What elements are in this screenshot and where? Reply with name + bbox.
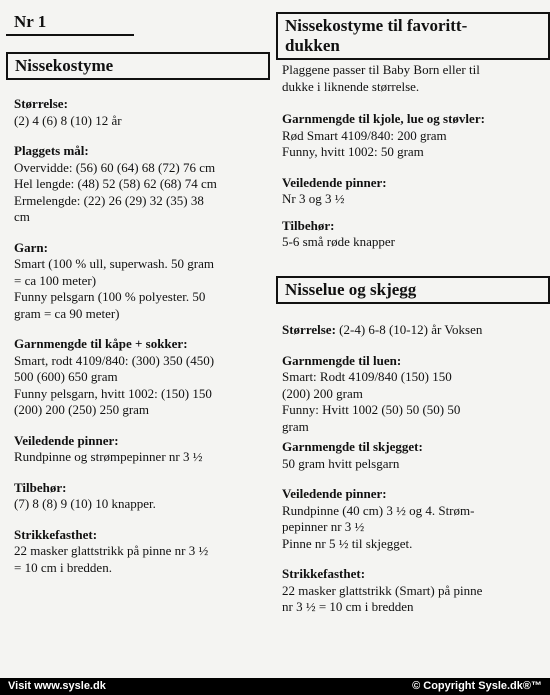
amount-line: Funny pelsgarn, hvitt 1002: (150) 150 xyxy=(14,385,212,401)
hat-amount-heading: Garnmengde til luen: xyxy=(282,352,402,368)
doll-costume-title-line: Nissekostyme til favoritt- xyxy=(285,16,468,35)
amount-line: (200) 200 (250) 250 gram xyxy=(14,402,150,417)
yarn-heading: Garn: xyxy=(14,239,48,255)
footer-copyright: © Copyright Sysle.dk®™ xyxy=(412,680,542,692)
size-heading: Størrelse: xyxy=(14,96,68,111)
beard-amount-heading: Garnmengde til skjegget: xyxy=(282,439,423,454)
intro-line: dukke i liknende størrelse. xyxy=(282,78,420,94)
yarn-line: = ca 100 meter) xyxy=(14,272,97,288)
measure-line: Overvidde: (56) 60 (64) 68 (72) 76 cm xyxy=(14,159,216,175)
doll-needles-text: Nr 3 og 3 ½ xyxy=(282,191,345,206)
needles-heading: Veiledende pinner: xyxy=(14,432,119,448)
hat-size-text: (2-4) 6-8 (10-12) år Voksen xyxy=(335,322,483,337)
accessories-text: (7) 8 (8) 9 (10) 10 knapper. xyxy=(14,496,156,511)
yarn-line: gram = ca 90 meter) xyxy=(14,305,120,321)
amount-heading: Garnmengde til kåpe + sokker: xyxy=(14,336,188,351)
doll-amount-heading: Garnmengde til kjole, lue og støvler: xyxy=(282,111,485,126)
amount-line: 500 (600) 650 gram xyxy=(14,369,118,384)
hat-beard-title: Nisselue og skjegg xyxy=(276,276,550,304)
hat-amount-line: Smart: Rodt 4109/840 (150) 150 xyxy=(282,369,452,384)
doll-needles-heading: Veiledende pinner: xyxy=(282,174,387,190)
needles-text: Rundpinne og strømpepinner nr 3 ½ xyxy=(14,449,203,464)
hat-gauge-line: nr 3 ½ = 10 cm i bredden xyxy=(282,599,414,614)
beard-amount-text: 50 gram hvitt pelsgarn xyxy=(282,455,400,471)
hat-size xyxy=(268,322,550,339)
hat-needles-line: pepinner nr 3 ½ xyxy=(282,519,365,534)
amount-line: Smart, rodt 4109/840: (300) 350 (450) xyxy=(14,352,215,368)
hat-gauge-line: 22 masker glattstrikk (Smart) på pinne xyxy=(282,582,483,598)
measure-heading: Plaggets mål: xyxy=(14,143,89,158)
hat-amount-line: Funny: Hvitt 1002 (50) 50 (50) 50 xyxy=(282,402,461,417)
hat-amount-line: (200) 200 gram xyxy=(282,385,363,401)
yarn-line: Smart (100 % ull, superwash. 50 gram xyxy=(14,256,215,271)
doll-accessories-heading: Tilbehør: xyxy=(282,217,335,233)
section-title: Nissekostyme xyxy=(6,52,270,80)
gauge-line: 22 masker glattstrikk på pinne nr 3 ½ xyxy=(14,543,209,558)
measure-line: cm xyxy=(14,209,30,224)
hat-gauge-heading: Strikkefasthet: xyxy=(282,566,366,581)
footer-visit-link[interactable]: Visit www.sysle.dk xyxy=(8,680,106,692)
measure-line: Ermelengde: (22) 26 (29) 32 (35) 38 xyxy=(14,192,204,208)
pattern-number: Nr 1 xyxy=(6,10,134,36)
gauge-line: = 10 cm i bredden. xyxy=(14,559,112,575)
doll-costume-title-line: dukken xyxy=(285,36,340,55)
doll-amount-line: Funny, hvitt 1002: 50 gram xyxy=(282,144,424,159)
hat-needles-line: Rundpinne (40 cm) 3 ½ og 4. Strøm- xyxy=(282,502,475,518)
doll-amount-line: Rød Smart 4109/840: 200 gram xyxy=(282,127,447,143)
size-text: (2) 4 (6) 8 (10) 12 år xyxy=(14,112,122,128)
doll-accessories-text: 5-6 små røde knapper xyxy=(282,234,395,249)
accessories-heading: Tilbehør: xyxy=(14,479,67,495)
doll-costume-title xyxy=(276,12,550,60)
hat-size-label: Størrelse: xyxy=(282,322,336,337)
yarn-line: Funny pelsgarn (100 % polyester. 50 xyxy=(14,289,206,304)
hat-needles-heading: Veiledende pinner: xyxy=(282,486,387,501)
hat-amount-line: gram xyxy=(282,418,309,434)
footer-bar xyxy=(0,678,550,695)
gauge-heading: Strikkefasthet: xyxy=(14,526,98,542)
hat-needles-line: Pinne nr 5 ½ til skjegget. xyxy=(282,535,413,551)
measure-line: Hel lengde: (48) 52 (58) 62 (68) 74 cm xyxy=(14,176,217,191)
intro-line: Plaggene passer til Baby Born eller til xyxy=(282,62,480,77)
